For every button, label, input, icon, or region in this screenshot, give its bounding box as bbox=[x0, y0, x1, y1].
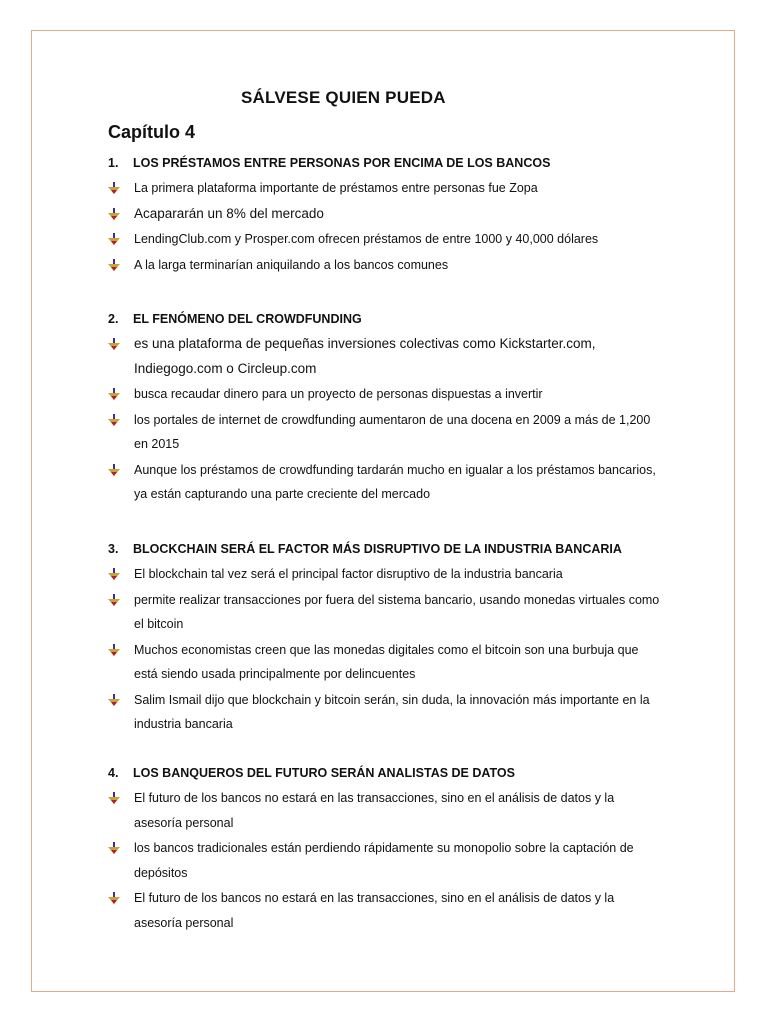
arrow-down-bullet-icon bbox=[108, 253, 134, 278]
section-heading bbox=[108, 151, 668, 175]
section-heading bbox=[108, 307, 668, 331]
list-item: Muchos economistas creen que las monedas digitales como el bitcoin son una burbuja que está siendo usada principalmente por delincuentes bbox=[108, 638, 668, 687]
section-title: LOS PRÉSTAMOS ENTRE PERSONAS POR ENCIMA DE LOS BANCOS bbox=[133, 156, 551, 170]
list-item: LendingClub.com y Prosper.com ofrecen préstamos de entre 1000 y 40,000 dólares bbox=[108, 227, 668, 252]
arrow-down-bullet-icon bbox=[108, 638, 134, 663]
arrow-down-bullet-icon bbox=[108, 227, 134, 252]
arrow-down-bullet-icon bbox=[108, 332, 134, 357]
section-number: 4. bbox=[108, 766, 119, 780]
section-1 bbox=[108, 151, 668, 277]
list-item: A la larga terminarían aniquilando a los bancos comunes bbox=[108, 253, 668, 278]
section-title: BLOCKCHAIN SERÁ EL FACTOR MÁS DISRUPTIVO DE LA INDUSTRIA BANCARIA bbox=[133, 542, 622, 556]
list-item: los portales de internet de crowdfunding aumentaron de una docena en 2009 a más de 1,200 en 2015 bbox=[108, 408, 668, 457]
arrow-down-bullet-icon bbox=[108, 458, 134, 483]
section-number: 2. bbox=[108, 312, 119, 326]
arrow-down-bullet-icon bbox=[108, 202, 134, 227]
list-item: El blockchain tal vez será el principal factor disruptivo de la industria bancaria bbox=[108, 562, 668, 587]
section-heading bbox=[108, 537, 668, 561]
section-title: LOS BANQUEROS DEL FUTURO SERÁN ANALISTAS DE DATOS bbox=[133, 766, 515, 780]
list-item: La primera plataforma importante de préstamos entre personas fue Zopa bbox=[108, 176, 668, 201]
arrow-down-bullet-icon bbox=[108, 688, 134, 713]
arrow-down-bullet-icon bbox=[108, 786, 134, 811]
arrow-down-bullet-icon bbox=[108, 886, 134, 911]
arrow-down-bullet-icon bbox=[108, 588, 134, 613]
arrow-down-bullet-icon bbox=[108, 382, 134, 407]
list-item: Acapararán un 8% del mercado bbox=[108, 202, 668, 227]
list-item: busca recaudar dinero para un proyecto de personas dispuestas a invertir bbox=[108, 382, 668, 407]
list-item: Salim Ismail dijo que blockchain y bitcoin serán, sin duda, la innovación más importante en la industria bancaria bbox=[108, 688, 668, 737]
arrow-down-bullet-icon bbox=[108, 836, 134, 861]
arrow-down-bullet-icon bbox=[108, 176, 134, 201]
section-2 bbox=[108, 307, 668, 507]
section-heading bbox=[108, 761, 668, 785]
list-item: El futuro de los bancos no estará en las transacciones, sino en el análisis de datos y la asesoría personal bbox=[108, 886, 668, 935]
arrow-down-bullet-icon bbox=[108, 562, 134, 587]
list-item: El futuro de los bancos no estará en las transacciones, sino en el análisis de datos y la asesoría personal bbox=[108, 786, 668, 835]
arrow-down-bullet-icon bbox=[108, 408, 134, 433]
section-title: EL FENÓMENO DEL CROWDFUNDING bbox=[133, 312, 362, 326]
section-3 bbox=[108, 537, 668, 737]
list-item: los bancos tradicionales están perdiendo rápidamente su monopolio sobre la captación de depósitos bbox=[108, 836, 668, 885]
section-4 bbox=[108, 761, 668, 935]
chapter-heading: Capítulo 4 bbox=[108, 122, 196, 142]
document-title: SÁLVESE QUIEN PUEDA bbox=[241, 88, 446, 107]
list-item: permite realizar transacciones por fuera del sistema bancario, usando monedas virtuales como el bitcoin bbox=[108, 588, 668, 637]
list-item: Aunque los préstamos de crowdfunding tardarán mucho en igualar a los préstamos bancarios, ya están capturando una parte creciente del mercado bbox=[108, 458, 668, 507]
section-number: 3. bbox=[108, 542, 119, 556]
list-item: es una plataforma de pequeñas inversiones colectivas como Kickstarter.com, Indiegogo.com o Circleup.com bbox=[108, 332, 668, 381]
section-number: 1. bbox=[108, 156, 119, 170]
